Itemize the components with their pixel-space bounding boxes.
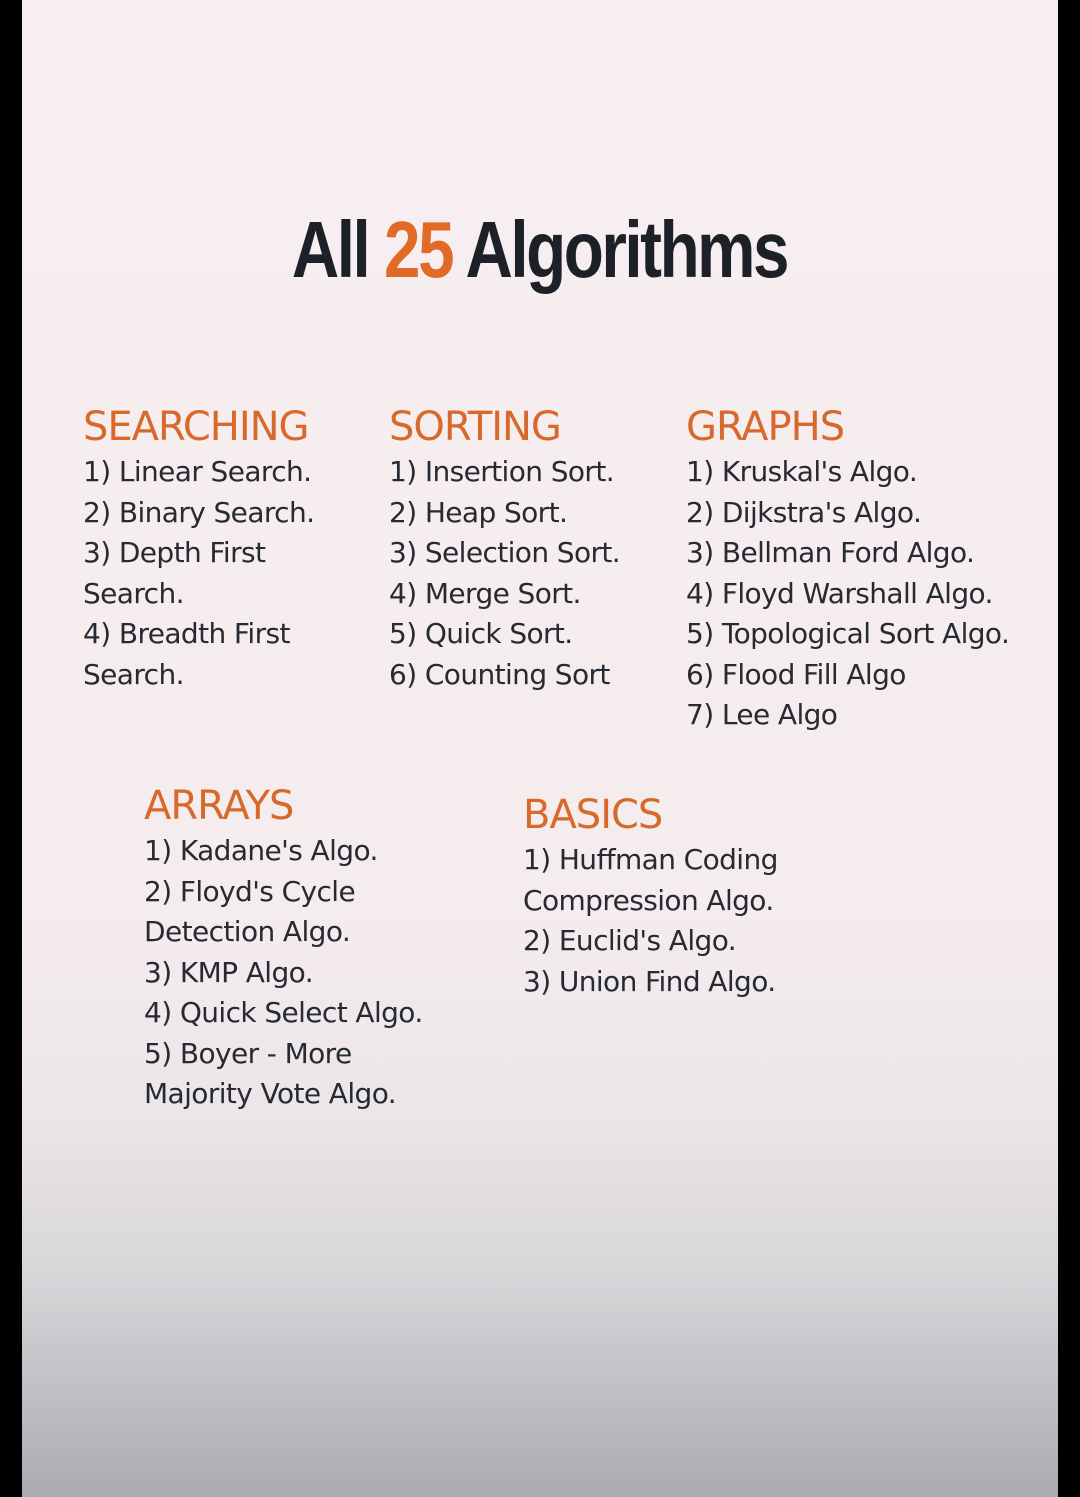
list-item: 5) Boyer - More xyxy=(144,1036,352,1070)
list-item: 6) Counting Sort xyxy=(389,657,610,691)
list-item: 4) Floyd Warshall Algo. xyxy=(686,576,993,610)
algorithm-list xyxy=(523,840,778,1002)
list-item: 3) Union Find Algo. xyxy=(523,964,776,998)
list-item: 1) Insertion Sort. xyxy=(389,455,614,488)
list-item: Search. xyxy=(83,576,184,610)
title-number: 25 xyxy=(384,205,453,294)
list-item: 6) Flood Fill Algo xyxy=(686,657,906,691)
list-item: 3) Selection Sort. xyxy=(389,536,621,569)
list-item: 1) Linear Search. xyxy=(83,455,312,488)
list-item: 2) Heap Sort. xyxy=(389,495,568,529)
section-heading: ARRAYS xyxy=(144,783,294,829)
list-item: 2) Floyd's Cycle xyxy=(144,874,356,908)
list-item: 3) KMP Algo. xyxy=(144,955,313,989)
algorithm-list xyxy=(83,452,314,695)
page-title xyxy=(115,200,965,300)
section-heading: BASICS xyxy=(523,792,663,838)
list-item: 1) Kruskal's Algo. xyxy=(686,455,918,488)
poster xyxy=(22,0,1058,1497)
list-item: Compression Algo. xyxy=(523,883,774,917)
list-item: 3) Bellman Ford Algo. xyxy=(686,536,975,569)
list-item: 2) Euclid's Algo. xyxy=(523,924,737,957)
title-suffix: Algorithms xyxy=(465,205,788,294)
algorithm-list xyxy=(389,452,620,695)
list-item: 4) Breadth First xyxy=(83,617,290,650)
algorithm-list xyxy=(686,452,1009,736)
list-item: 5) Topological Sort Algo. xyxy=(686,617,1010,650)
section-heading: GRAPHS xyxy=(686,404,845,450)
algorithm-list xyxy=(144,831,423,1115)
title-prefix: All xyxy=(291,205,369,294)
section-heading: SEARCHING xyxy=(83,404,309,450)
list-item: 7) Lee Algo xyxy=(686,698,838,731)
list-item: 5) Quick Sort. xyxy=(389,617,573,650)
list-item: 3) Depth First xyxy=(83,536,266,569)
section-basics xyxy=(523,792,778,1002)
section-arrays xyxy=(144,783,423,1115)
list-item: 4) Quick Select Algo. xyxy=(144,996,423,1029)
section-sorting xyxy=(389,404,620,695)
list-item: Search. xyxy=(83,657,184,691)
list-item: Majority Vote Algo. xyxy=(144,1077,397,1110)
list-item: 1) Kadane's Algo. xyxy=(144,834,378,867)
list-item: 2) Binary Search. xyxy=(83,495,315,529)
section-heading: SORTING xyxy=(389,404,561,450)
section-graphs xyxy=(686,404,1009,736)
list-item: 4) Merge Sort. xyxy=(389,576,581,610)
section-searching xyxy=(83,404,314,695)
list-item: 2) Dijkstra's Algo. xyxy=(686,495,922,529)
list-item: 1) Huffman Coding xyxy=(523,843,778,876)
list-item: Detection Algo. xyxy=(144,915,351,948)
